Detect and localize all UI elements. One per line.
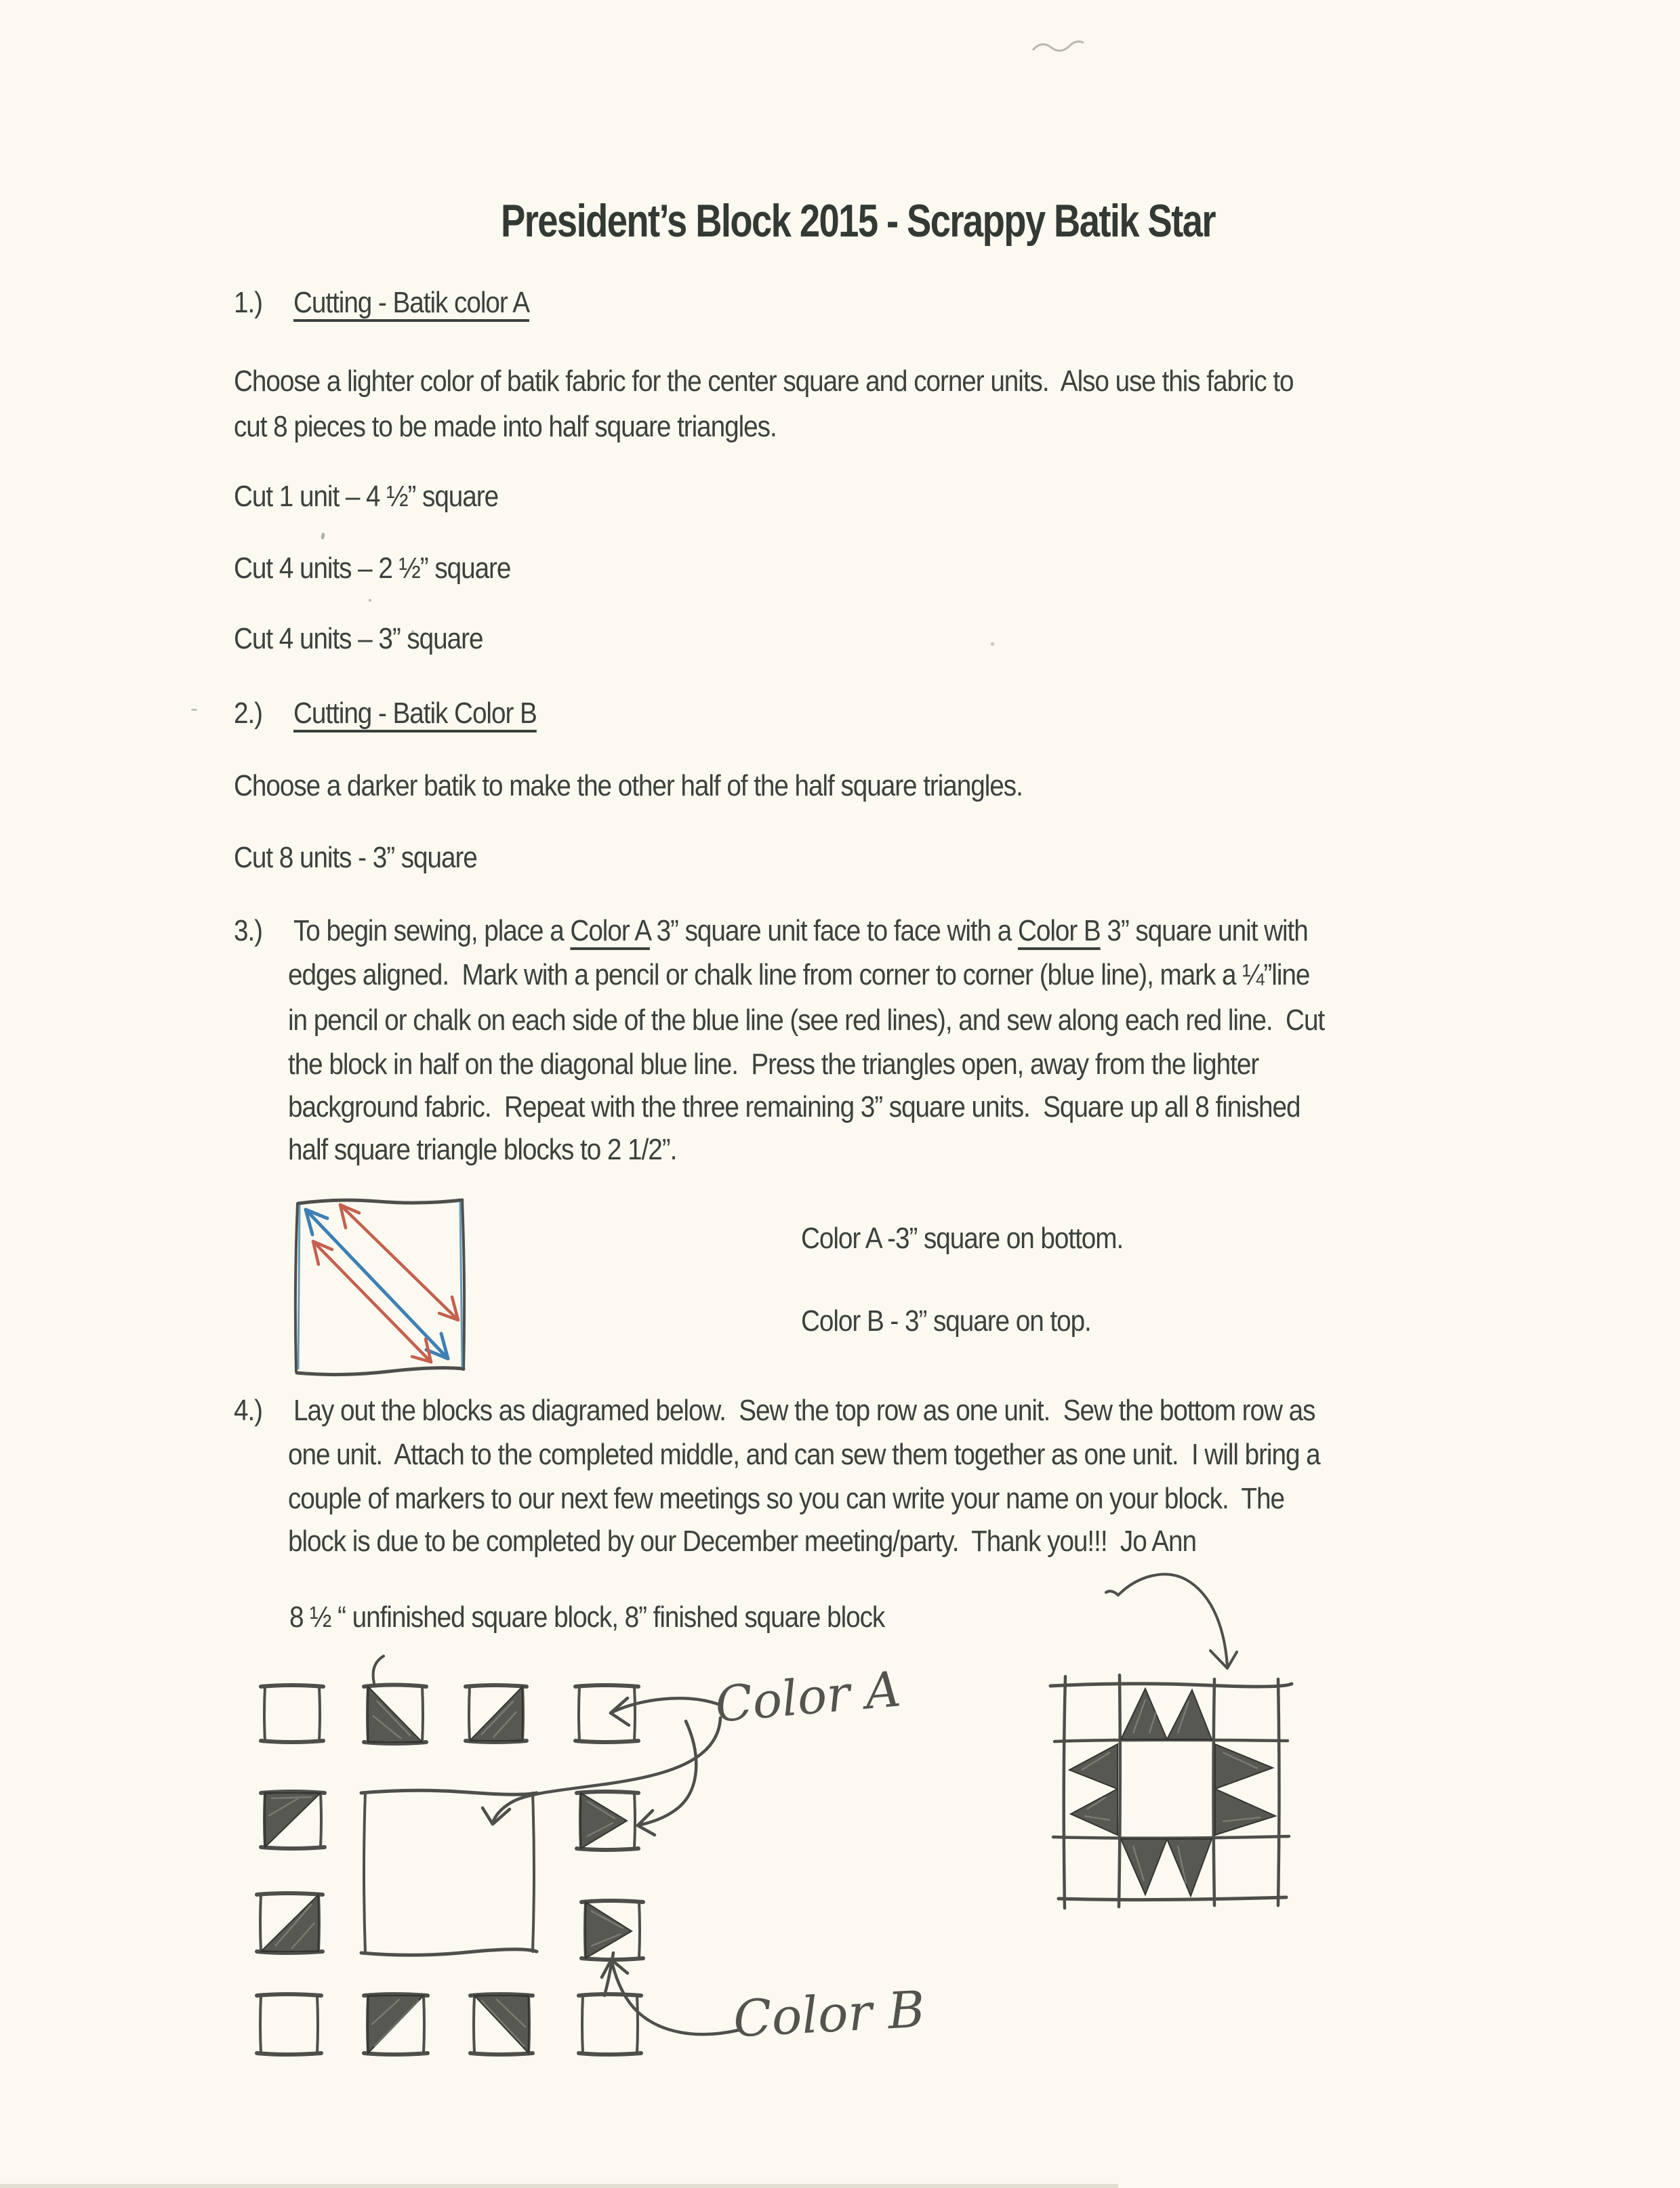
- section1-heading: Cutting - Batik color A: [293, 286, 530, 319]
- section4-line: couple of markers to our next few meetings so you can write your name on your block. The: [288, 1482, 1284, 1515]
- section2-number: 2.): [234, 697, 263, 730]
- size-note: 8 ½ “ unfinished square block, 8” finished square block: [289, 1601, 885, 1634]
- layout-squares: [257, 1656, 643, 2055]
- section4-number: 4.): [234, 1394, 263, 1427]
- section4-line1: [234, 1388, 1315, 1433]
- page-title: President’s Block 2015 - Scrappy Batik Star: [501, 195, 1215, 247]
- section3-line: background fabric. Repeat with the three remaining 3” square units. Square up all 8 finished: [288, 1090, 1300, 1123]
- section3-line: in pencil or chalk on each side of the blue line (see red lines), and sew along each red line. Cut: [288, 1004, 1325, 1037]
- hst-marking-diagram: [290, 1191, 473, 1384]
- curved-arrow-icon: [1106, 1574, 1237, 1668]
- cut-instruction: Cut 4 units – 2 ½” square: [234, 552, 511, 585]
- star-grid: [1050, 1675, 1292, 1908]
- block-layout-diagram: [244, 1653, 1064, 2128]
- star-block-diagram: [1030, 1552, 1322, 1941]
- square-plain: [261, 1685, 323, 1742]
- section3-line: the block in half on the diagonal blue line. Press the triangles open, away from the lighter: [288, 1048, 1259, 1081]
- color-a-note: Color A -3” square on bottom.: [801, 1222, 1124, 1255]
- cut-instruction: Cut 4 units – 3” square: [234, 622, 483, 655]
- section4-text: Lay out the blocks as diagramed below. Sew the top row as one unit. Sew the bottom row as: [293, 1394, 1315, 1427]
- section1-heading-row: [234, 281, 529, 325]
- pencil-speck: [411, 630, 414, 635]
- section3-line: half square triangle blocks to 2 1/2”.: [288, 1133, 677, 1166]
- big-center-square: [361, 1790, 537, 1955]
- section1-number: 1.): [234, 286, 263, 319]
- section2-body-line: Choose a darker batik to make the other half of the half square triangles.: [234, 769, 1023, 802]
- pencil-speck: [369, 599, 371, 602]
- cut-instruction: Cut 1 unit – 4 ½” square: [234, 480, 499, 513]
- section2-heading: Cutting - Batik Color B: [293, 697, 537, 730]
- color-b-note: Color B - 3” square on top.: [801, 1304, 1091, 1338]
- blue-diagonal-arrow: [306, 1210, 448, 1359]
- section3-line: edges aligned. Mark with a pencil or chalk line from corner to corner (blue line), mark a ¼”line: [288, 958, 1310, 991]
- color-b-ref: Color B: [1017, 914, 1101, 947]
- red-sew-line-lower: [313, 1241, 431, 1362]
- section3-line1: [234, 909, 1308, 953]
- pencil-speck: [991, 642, 994, 646]
- pencil-squiggle-mark: [1029, 33, 1103, 60]
- color-a-ref: Color A: [570, 914, 650, 947]
- handwritten-color-b-label: Color B: [731, 1980, 926, 2049]
- pencil-speck: [191, 709, 197, 711]
- scan-edge-shadow: [0, 2184, 1118, 2188]
- star-point-triangles: [1069, 1689, 1275, 1896]
- square-plain: [575, 1685, 638, 1742]
- section4-line: block is due to be completed by our December meeting/party. Thank you!!! Jo Ann: [288, 1525, 1197, 1558]
- section3-text: To begin sewing, place a: [293, 914, 571, 947]
- handwritten-color-a-label: Color A: [712, 1660, 903, 1733]
- section2-heading-row: [234, 691, 537, 736]
- section1-body-line: cut 8 pieces to be made into half square triangles.: [234, 410, 777, 443]
- cut-instruction: Cut 8 units - 3” square: [234, 841, 477, 874]
- section3-number: 3.): [234, 914, 263, 947]
- pencil-speck: [321, 533, 325, 540]
- section3-text: 3” square unit with: [1100, 914, 1308, 947]
- color-b-arrow-icon: [602, 1953, 739, 2034]
- section1-body-line: Choose a lighter color of batik fabric for the center square and corner units. Also use this fabric to: [234, 365, 1294, 398]
- section4-line: one unit. Attach to the completed middle, and can sew them together as one unit. I will bring a: [288, 1438, 1320, 1471]
- square-plain: [257, 1994, 321, 2055]
- section3-text: 3” square unit face to face with a: [649, 914, 1018, 947]
